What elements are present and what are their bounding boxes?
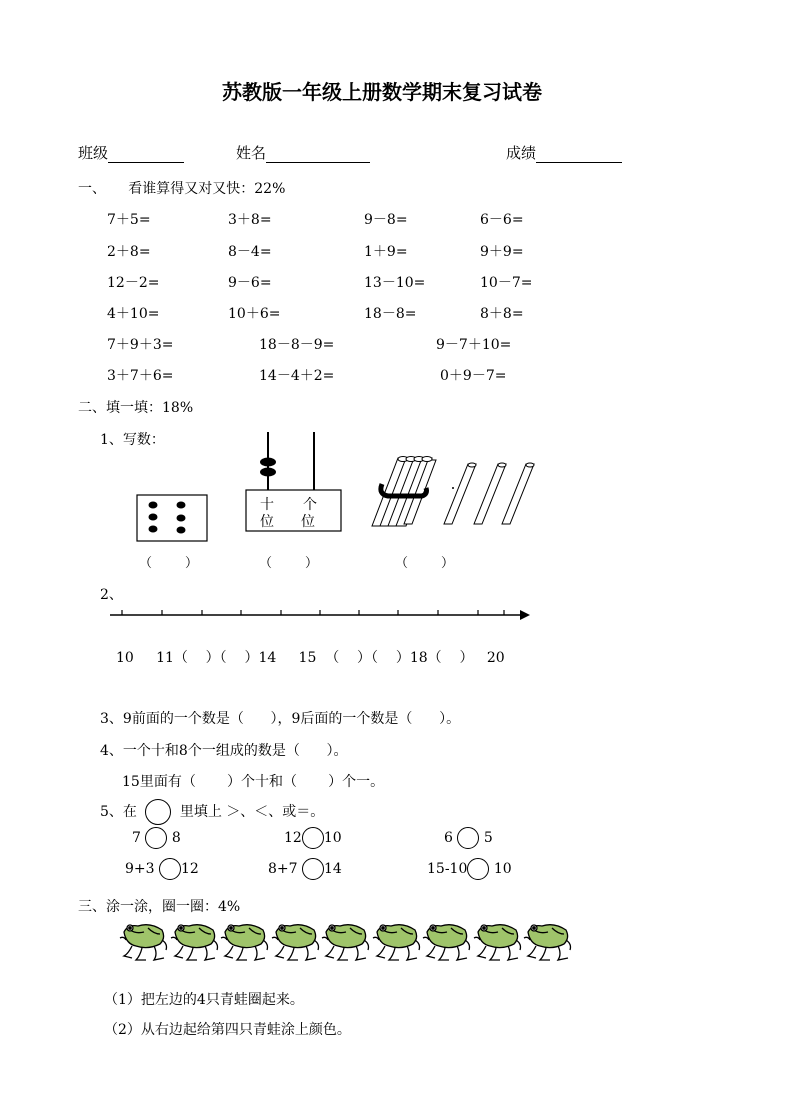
arith-item: 3＋8= — [228, 212, 272, 228]
frog-icon[interactable] — [270, 918, 320, 964]
q5-label-before: 5、在 — [100, 804, 137, 820]
q5-instruction — [100, 799, 324, 825]
frog-icon[interactable] — [169, 918, 219, 964]
arith-item: 10－7= — [480, 275, 533, 291]
arith-item: 6－6= — [480, 212, 524, 228]
q5-label-after: 里填上 ＞、＜、或＝。 — [179, 804, 325, 820]
arith-item: 8＋8= — [480, 306, 524, 322]
frog-icon[interactable] — [472, 918, 522, 964]
abacus-tens-label: 十 — [260, 497, 274, 513]
stick-bundle-figure — [368, 454, 440, 530]
arith-item: 9－6= — [228, 275, 272, 291]
arith-item: 13－10= — [364, 275, 426, 291]
q1-label: 1、写数： — [100, 432, 165, 448]
page-title: 苏教版一年级上册数学期末复习试卷 — [222, 80, 542, 104]
name-field[interactable] — [236, 142, 370, 163]
q4-text[interactable]: 4、一个十和8个一组成的数是（ ）。 — [100, 743, 348, 759]
abacus-tens-label2: 位 — [260, 514, 274, 530]
dots-box-figure — [136, 494, 208, 542]
frog-icon[interactable] — [320, 918, 370, 964]
arith-item: 12－2= — [107, 275, 160, 291]
answer-blank[interactable]: （ ） — [259, 556, 319, 571]
name-label: 姓名 — [236, 144, 267, 162]
compare-circle[interactable] — [302, 858, 324, 880]
arith-item: 2＋8= — [107, 244, 151, 260]
compare-item: 9+3 12 — [125, 858, 199, 880]
compare-item: 8+7 14 — [268, 858, 342, 880]
arith-item: 7＋5= — [107, 212, 151, 228]
class-field[interactable] — [78, 142, 184, 163]
task1-text: （1）把左边的4只青蛙圈起来。 — [104, 992, 304, 1008]
compare-item: 6 5 — [444, 827, 493, 849]
compare-item: 7 8 — [132, 827, 181, 849]
arith-item: 4＋10= — [107, 306, 160, 322]
section2-heading: 二、填一填：18% — [78, 400, 194, 416]
score-field[interactable] — [506, 142, 622, 163]
compare-circle[interactable] — [159, 858, 181, 880]
frog-icon[interactable] — [371, 918, 421, 964]
frog-icon[interactable] — [118, 918, 168, 964]
arith-item: 9－8= — [364, 212, 408, 228]
circle-icon — [145, 799, 171, 825]
q2-label: 2、 — [100, 587, 123, 603]
arith-item: 9－7＋10= — [436, 337, 512, 353]
number-line — [108, 608, 532, 622]
arith-item: 10＋6= — [228, 306, 281, 322]
abacus-ones-label: 个 — [303, 497, 317, 513]
abacus-ones-label2: 位 — [301, 514, 315, 530]
arith-item: 1＋9= — [364, 244, 408, 260]
arith-item: 8－4= — [228, 244, 272, 260]
frog-icon[interactable] — [522, 918, 572, 964]
compare-circle[interactable] — [467, 858, 489, 880]
score-label: 成绩 — [506, 144, 537, 162]
task2-text: （2）从右边起给第四只青蛙涂上颜色。 — [104, 1022, 351, 1038]
arith-item: 18－8－9= — [259, 337, 335, 353]
arith-item: 14－4＋2= — [259, 368, 335, 384]
three-sticks-figure — [442, 462, 538, 528]
class-label: 班级 — [78, 144, 109, 162]
compare-item: 12 10 — [284, 827, 342, 849]
q3-text[interactable]: 3、9前面的一个数是（ ），9后面的一个数是（ ）。 — [100, 711, 461, 727]
compare-circle[interactable] — [145, 827, 167, 849]
compare-circle[interactable] — [457, 827, 479, 849]
frog-icon[interactable] — [219, 918, 269, 964]
arith-item: 9＋9= — [480, 244, 524, 260]
arith-item: 0＋9－7= — [440, 368, 507, 384]
q4b-text[interactable]: 15里面有（ ）个十和（ ）个一。 — [122, 774, 385, 790]
compare-circle[interactable] — [302, 827, 324, 849]
number-line-sequence[interactable]: 10 11（ ）（ ）14 15 （ ）（ ）18（ ） 20 — [116, 650, 505, 666]
answer-blank[interactable]: （ ） — [139, 556, 199, 571]
section3-heading: 三、涂一涂，圈一圈：4% — [78, 899, 241, 915]
arith-item: 3＋7＋6= — [107, 368, 174, 384]
arith-item: 7＋9＋3= — [107, 337, 174, 353]
section1-heading: 一、 看谁算得又对又快：22% — [78, 181, 286, 197]
answer-blank[interactable]: （ ） — [395, 556, 455, 571]
arith-item: 18－8= — [364, 306, 417, 322]
compare-item: 15-10 10 — [427, 858, 512, 880]
frog-icon[interactable] — [421, 918, 471, 964]
